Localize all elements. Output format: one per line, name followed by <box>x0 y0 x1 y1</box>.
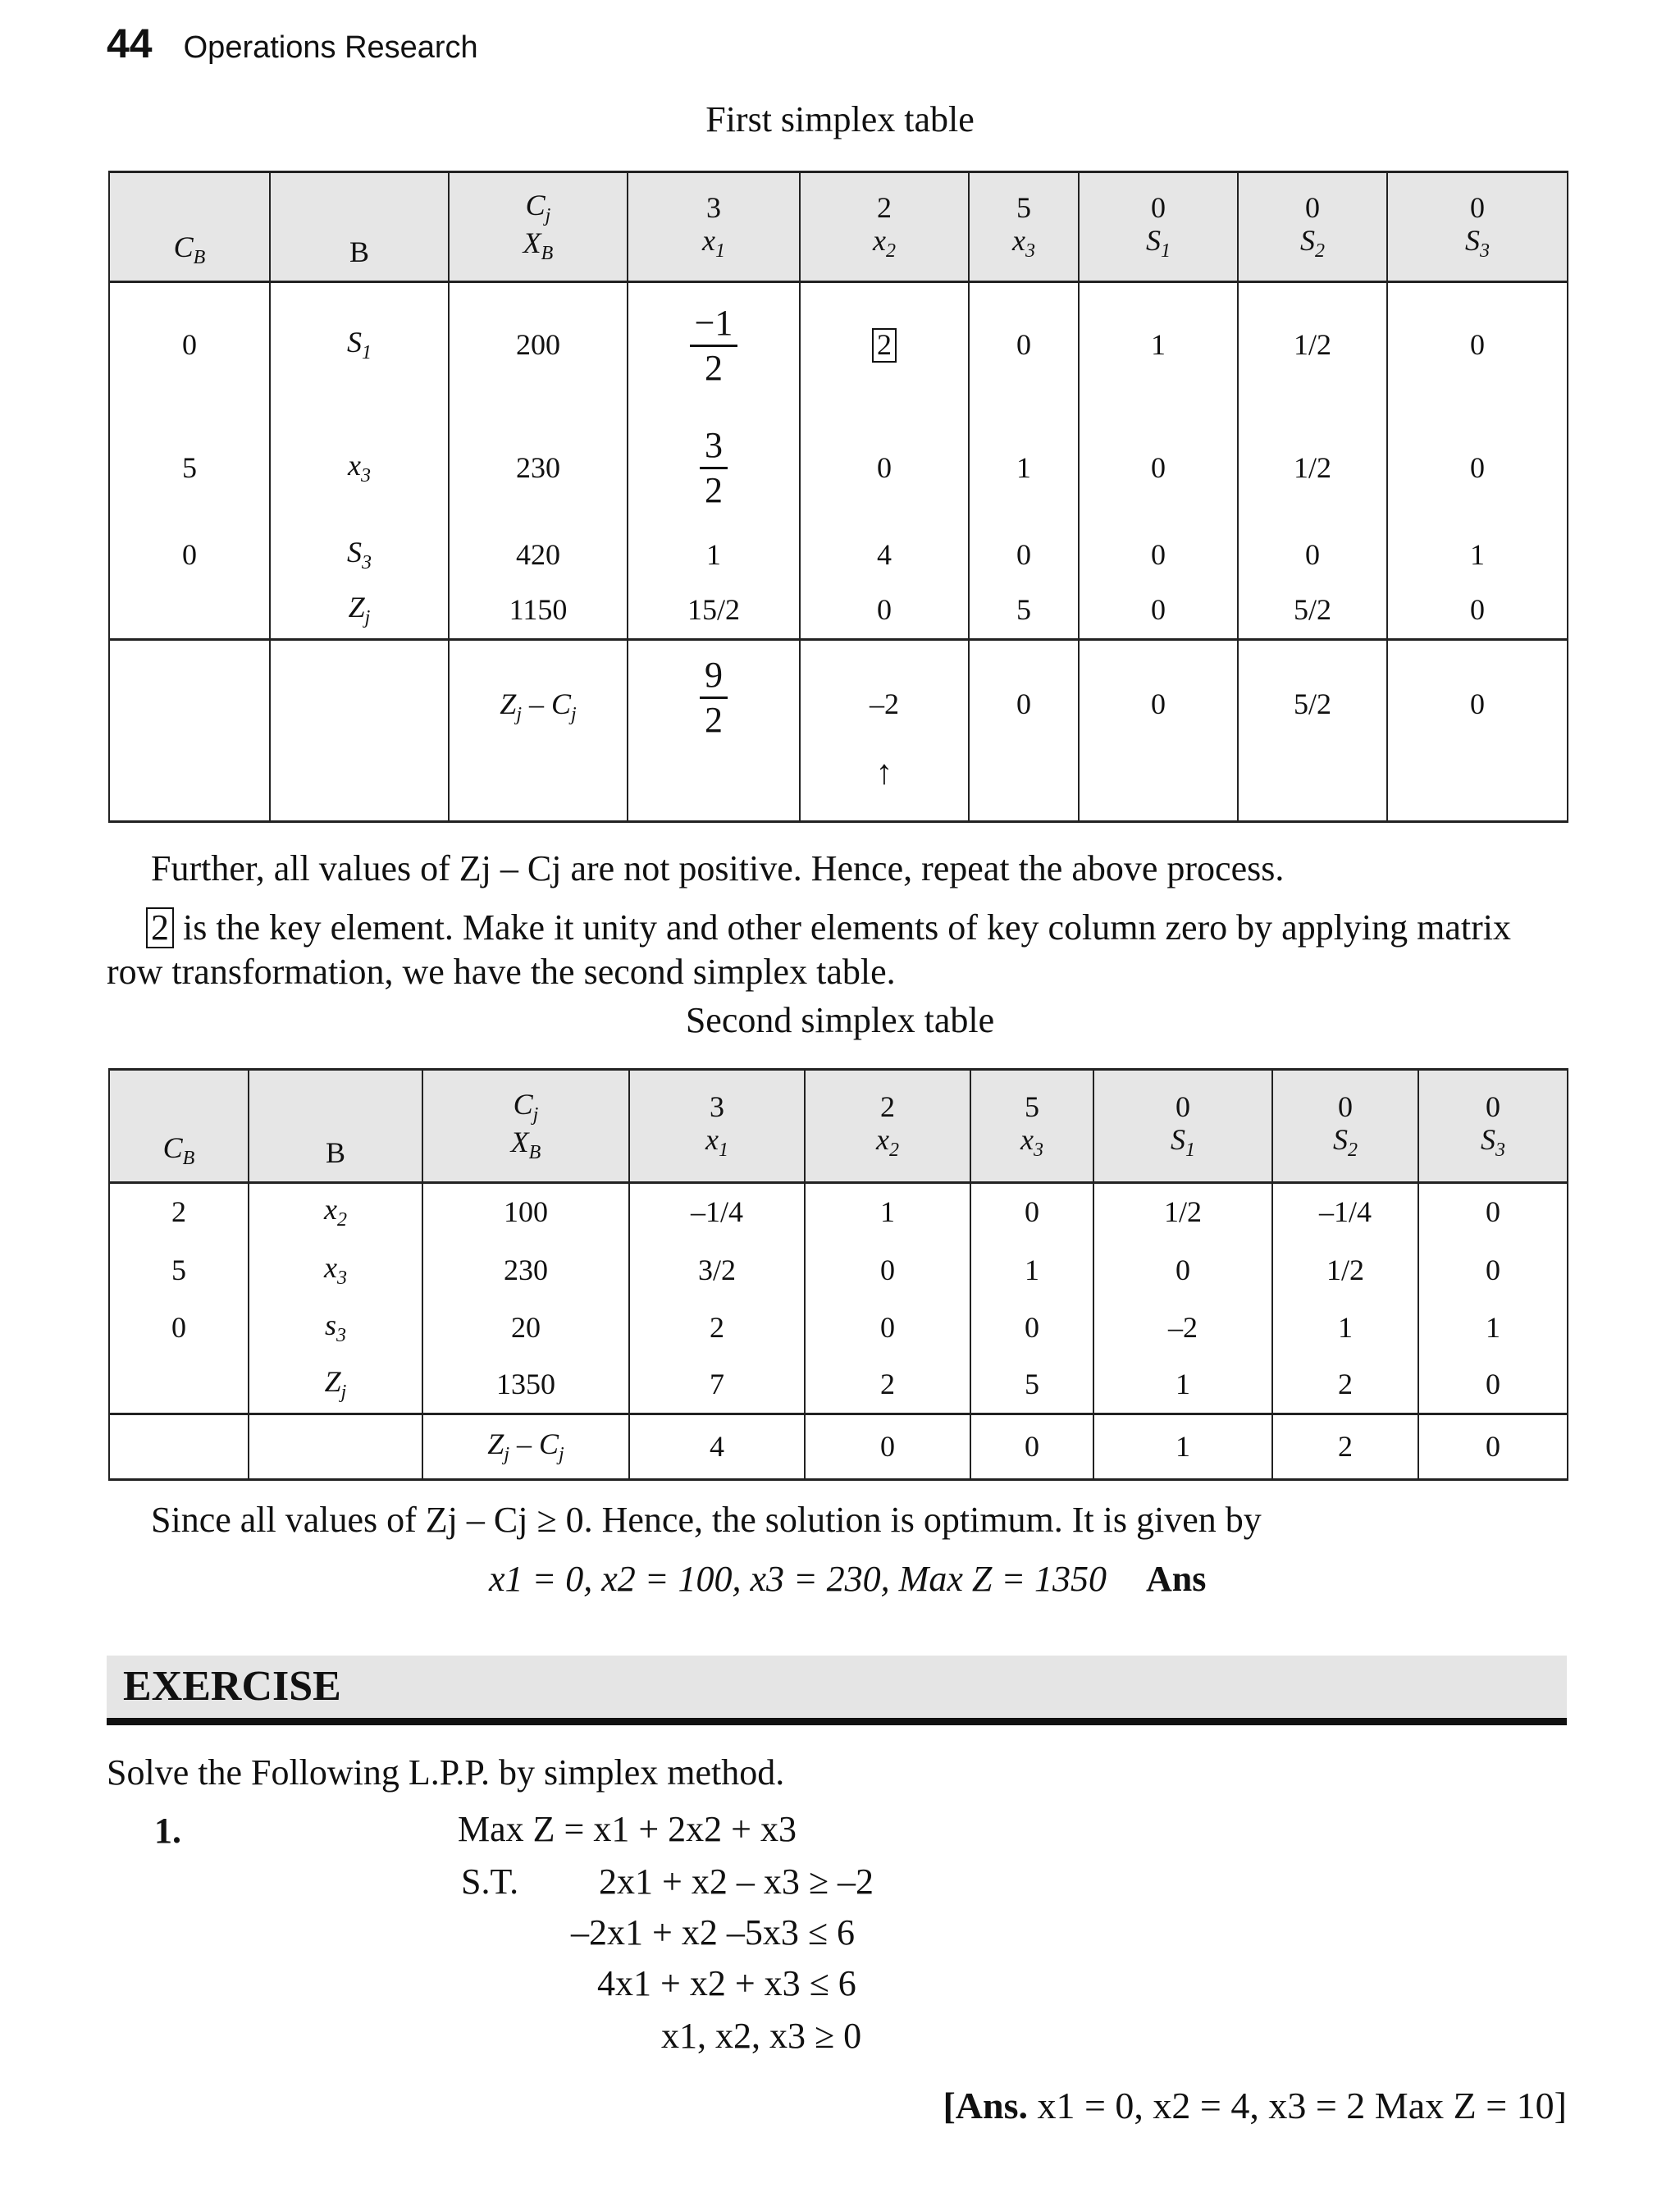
cb-header: $C_B$ <box>109 1070 249 1183</box>
b-header: B <box>270 172 449 282</box>
first-simplex-table <box>108 171 1568 823</box>
exercise-heading-band <box>107 1656 1567 1725</box>
non-negativity: x1, x2, x3 ≥ 0 <box>661 2016 862 2056</box>
zj-cj-row: $Z_j - C_j$ 4 0 0 1 2 0 <box>109 1414 1568 1480</box>
paragraph-optimum: Since all values of Zj – Cj ≥ 0. Hence, the solution is optimum. It is given by <box>151 1500 1262 1540</box>
exercise-title: EXERCISE <box>123 1663 341 1710</box>
cj-xb-header: $C_j$ $X_B$ <box>449 172 628 282</box>
problem-number: 1. <box>154 1811 181 1851</box>
key-element-box: 2 <box>872 328 897 363</box>
cj-xb-header: $C_j$ $X_B$ <box>422 1070 629 1183</box>
key-element-box: 2 <box>146 907 174 948</box>
constraint-3: 4x1 + x2 + x3 ≤ 6 <box>597 1963 856 2003</box>
constraint-1: 2x1 + x2 – x3 ≥ –2 <box>599 1861 874 1902</box>
cb-header: $C_B$ <box>109 172 270 282</box>
paragraph-key-element: 2 is the key element. Make it unity and other elements of key column zero by applying matrix <box>146 906 1511 950</box>
second-table-caption: Second simplex table <box>685 1000 995 1040</box>
book-title: Operations Research <box>183 30 478 65</box>
objective-function: Max Z = x1 + 2x2 + x3 <box>458 1809 797 1849</box>
first-table-caption: First simplex table <box>705 99 975 139</box>
zj-cj-row: $Z_j - C_j$ $\frac{9}{2}$ –2 ↑ 0 0 5/2 0 <box>109 640 1568 822</box>
table-row: 0 $S_1$ 200 $\frac{-1}{2}$ 2 0 1 1/2 0 <box>109 282 1568 409</box>
page-header <box>107 20 478 67</box>
solution-line: x1 = 0, x2 = 100, x3 = 230, Max Z = 1350 Ans <box>489 1559 1207 1599</box>
exercise-instruction: Solve the Following L.P.P. by simplex method. <box>107 1752 785 1793</box>
table-header-row: $C_B$ B $C_j$ $X_B$ 3 $x_1$ 2 $x_2$ 5 $x_3$ 0 $S_1$ 0 $S_2$ 0 $S_3$ <box>109 172 1568 282</box>
paragraph-row-transformation: row transformation, we have the second simplex table. <box>107 952 896 992</box>
table-row: 2 $x_2$ 100 –1/4 1 0 1/2 –1/4 0 <box>109 1183 1568 1242</box>
page-number: 44 <box>107 21 153 66</box>
b-header: B <box>249 1070 422 1183</box>
ans-label: Ans <box>1146 1559 1207 1599</box>
fraction: $\frac{9}{2}$ <box>700 657 728 738</box>
exercise-answer: [Ans. x1 = 0, x2 = 4, x3 = 2 Max Z = 10] <box>943 2085 1567 2126</box>
table-header-row: $C_B$ B $C_j$ $X_B$ 3 $x_1$ 2 $x_2$ 5 $x_3$ 0 $S_1$ 0 $S_2$ 0 $S_3$ <box>109 1070 1568 1183</box>
second-simplex-table <box>108 1068 1568 1481</box>
table-row: $Z_j$ 1350 7 2 5 1 2 0 <box>109 1357 1568 1414</box>
table-row: 0 $s_3$ 20 2 0 0 –2 1 1 <box>109 1299 1568 1357</box>
table-row: 0 $S_3$ 420 1 4 0 0 0 1 <box>109 528 1568 582</box>
st-label: S.T. <box>461 1861 519 1902</box>
table-row: 5 $x_3$ 230 3/2 0 1 0 1/2 0 <box>109 1242 1568 1299</box>
constraint-2: –2x1 + x2 –5x3 ≤ 6 <box>571 1912 855 1953</box>
fraction: $\frac{3}{2}$ <box>700 427 728 509</box>
table-row: 5 $x_3$ 230 $\frac{3}{2}$ 0 1 0 1/2 0 <box>109 409 1568 528</box>
paragraph-not-positive: Further, all values of Zj – Cj are not positive. Hence, repeat the above process. <box>151 848 1285 888</box>
key-column-arrow: ↑ <box>875 753 893 792</box>
table-row: $Z_j$ 1150 15/2 0 5 0 5/2 0 <box>109 582 1568 640</box>
fraction: $\frac{-1}{2}$ <box>690 305 738 386</box>
